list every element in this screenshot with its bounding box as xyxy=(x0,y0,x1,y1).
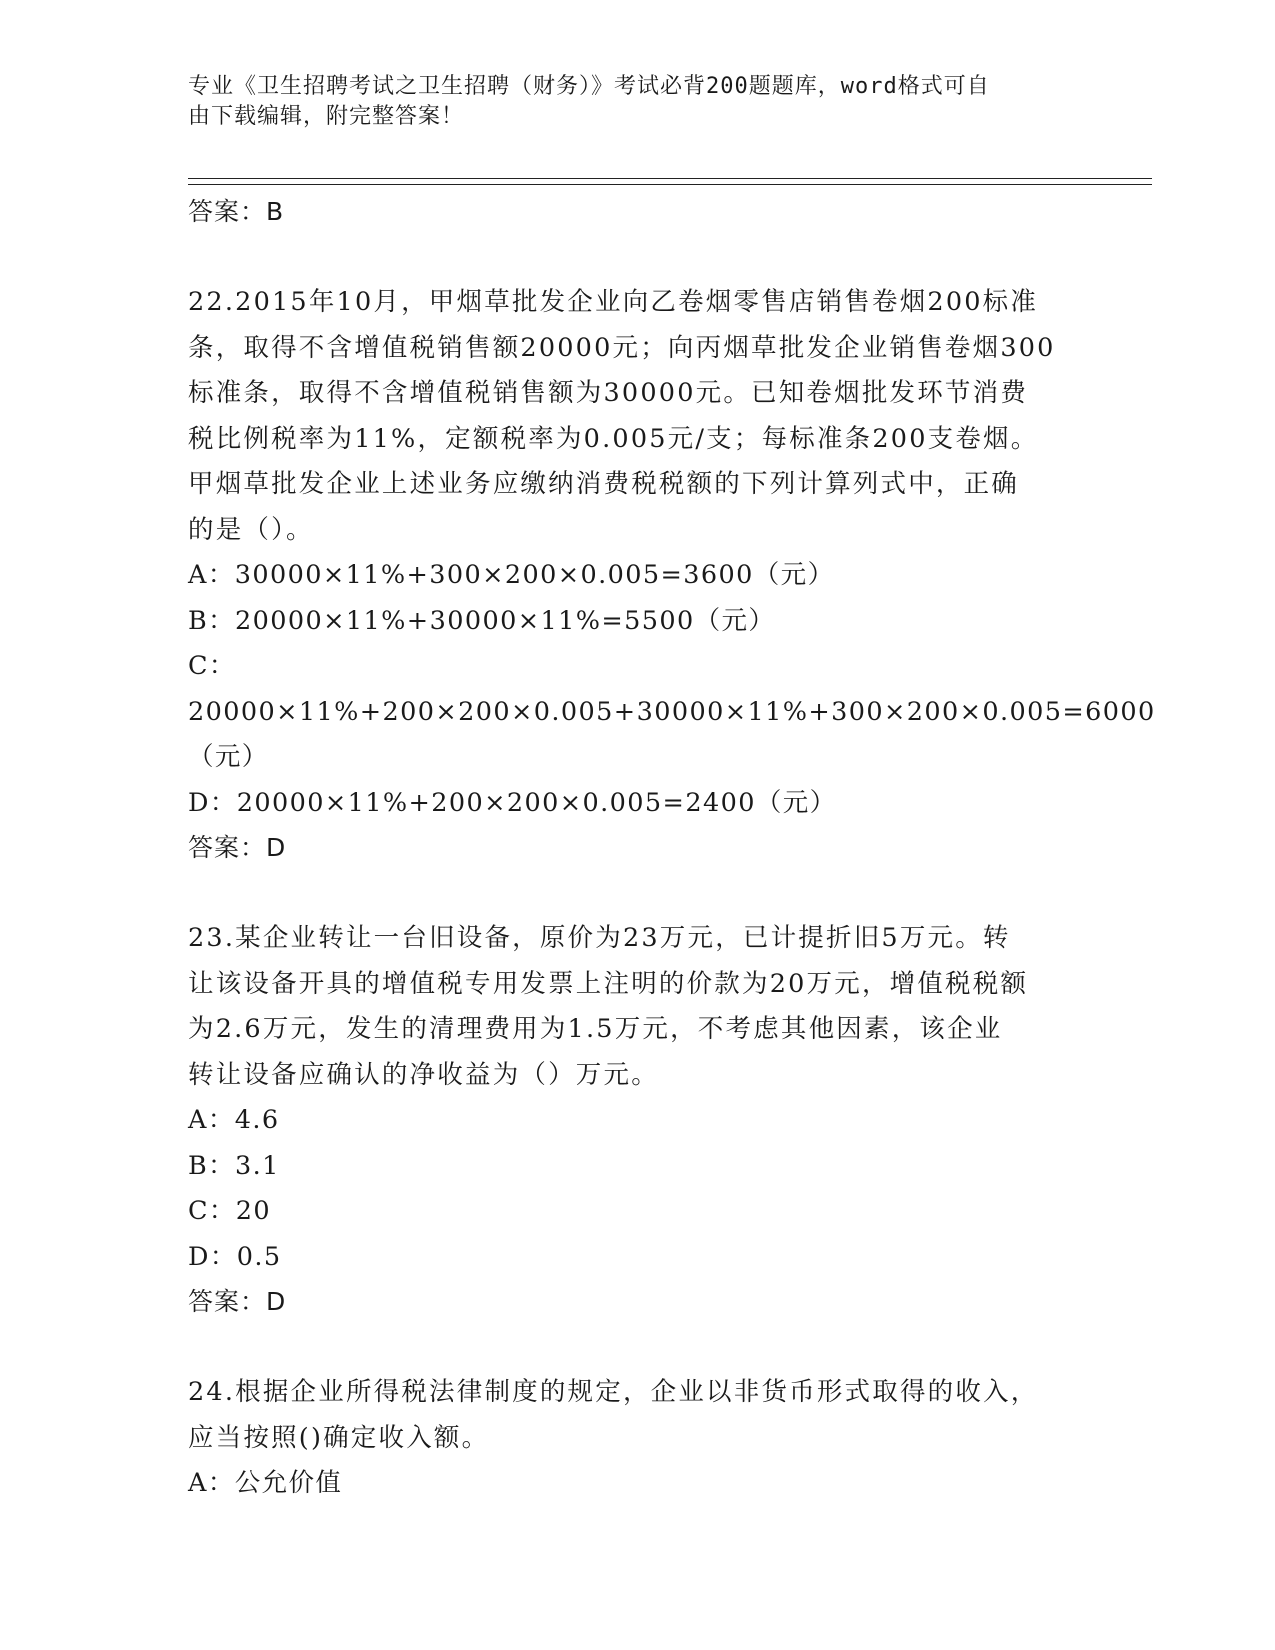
option-b: B：3.1 xyxy=(188,1150,280,1181)
question-text-line: 甲烟草批发企业上述业务应缴纳消费税税额的下列计算列式中，正确 xyxy=(188,469,1020,499)
option-d: D：0.5 xyxy=(188,1241,282,1272)
option-c-continued: （元） xyxy=(188,742,269,772)
option-a: A：公允价值 xyxy=(188,1468,343,1498)
question-24 xyxy=(188,1370,1088,1507)
header-line-2: 由下载编辑，附完整答案！ xyxy=(188,104,465,129)
option-a: A：30000×11%+300×200×0.005=3600（元） xyxy=(188,560,835,590)
document-body xyxy=(188,190,1156,1507)
question-text-line: 应当按照()确定收入额。 xyxy=(188,1422,490,1453)
header-divider-bottom xyxy=(188,184,1152,185)
header-line-1: 专业《卫生招聘考试之卫生招聘（财务）》考试必背200题题库，word格式可自 xyxy=(188,74,990,99)
option-d: D：20000×11%+200×200×0.005=2400（元） xyxy=(188,787,837,818)
question-text-line: 标准条，取得不含增值税销售额为30000元。已知卷烟批发环节消费 xyxy=(188,378,1029,408)
question-22-answer: 答案：D xyxy=(188,833,287,862)
question-text-line: 22.2015年10月，甲烟草批发企业向乙卷烟零售店销售卷烟200标准 xyxy=(188,287,1039,317)
question-text-line: 让该设备开具的增值税专用发票上注明的价款为20万元，增值税税额 xyxy=(188,968,1029,999)
question-text-line: 为2.6万元，发生的清理费用为1.5万元，不考虑其他因素，该企业 xyxy=(188,1014,1003,1044)
header-divider-top xyxy=(188,178,1152,179)
option-c: C：20 xyxy=(188,1196,272,1226)
spacer xyxy=(188,1324,1088,1370)
question-22 xyxy=(188,280,1156,870)
question-23 xyxy=(188,916,1088,1324)
page-header xyxy=(188,72,1068,132)
spacer xyxy=(188,870,1088,916)
option-a: A：4.6 xyxy=(188,1105,280,1135)
previous-answer: 答案：B xyxy=(188,197,285,226)
spacer xyxy=(188,234,1088,280)
question-23-answer: 答案：D xyxy=(188,1287,287,1316)
question-text-line: 的是（）。 xyxy=(188,514,314,545)
question-text-line: 条，取得不含增值税销售额20000元；向丙烟草批发企业销售卷烟300 xyxy=(188,332,1056,363)
question-text-line: 税比例税率为11%，定额税率为0.005元/支；每标准条200支卷烟。 xyxy=(188,423,1039,454)
question-text-line: 转让设备应确认的净收益为（）万元。 xyxy=(188,1059,659,1090)
question-text-line: 24.根据企业所得税法律制度的规定，企业以非货币形式取得的收入， xyxy=(188,1377,1039,1407)
question-text-line: 23.某企业转让一台旧设备，原价为23万元，已计提折旧5万元。转 xyxy=(188,923,1011,953)
option-b: B：20000×11%+30000×11%=5500（元） xyxy=(188,605,776,636)
option-c: C：20000×11%+200×200×0.005+30000×11%+300×200×0.005=6000 xyxy=(188,651,1156,727)
